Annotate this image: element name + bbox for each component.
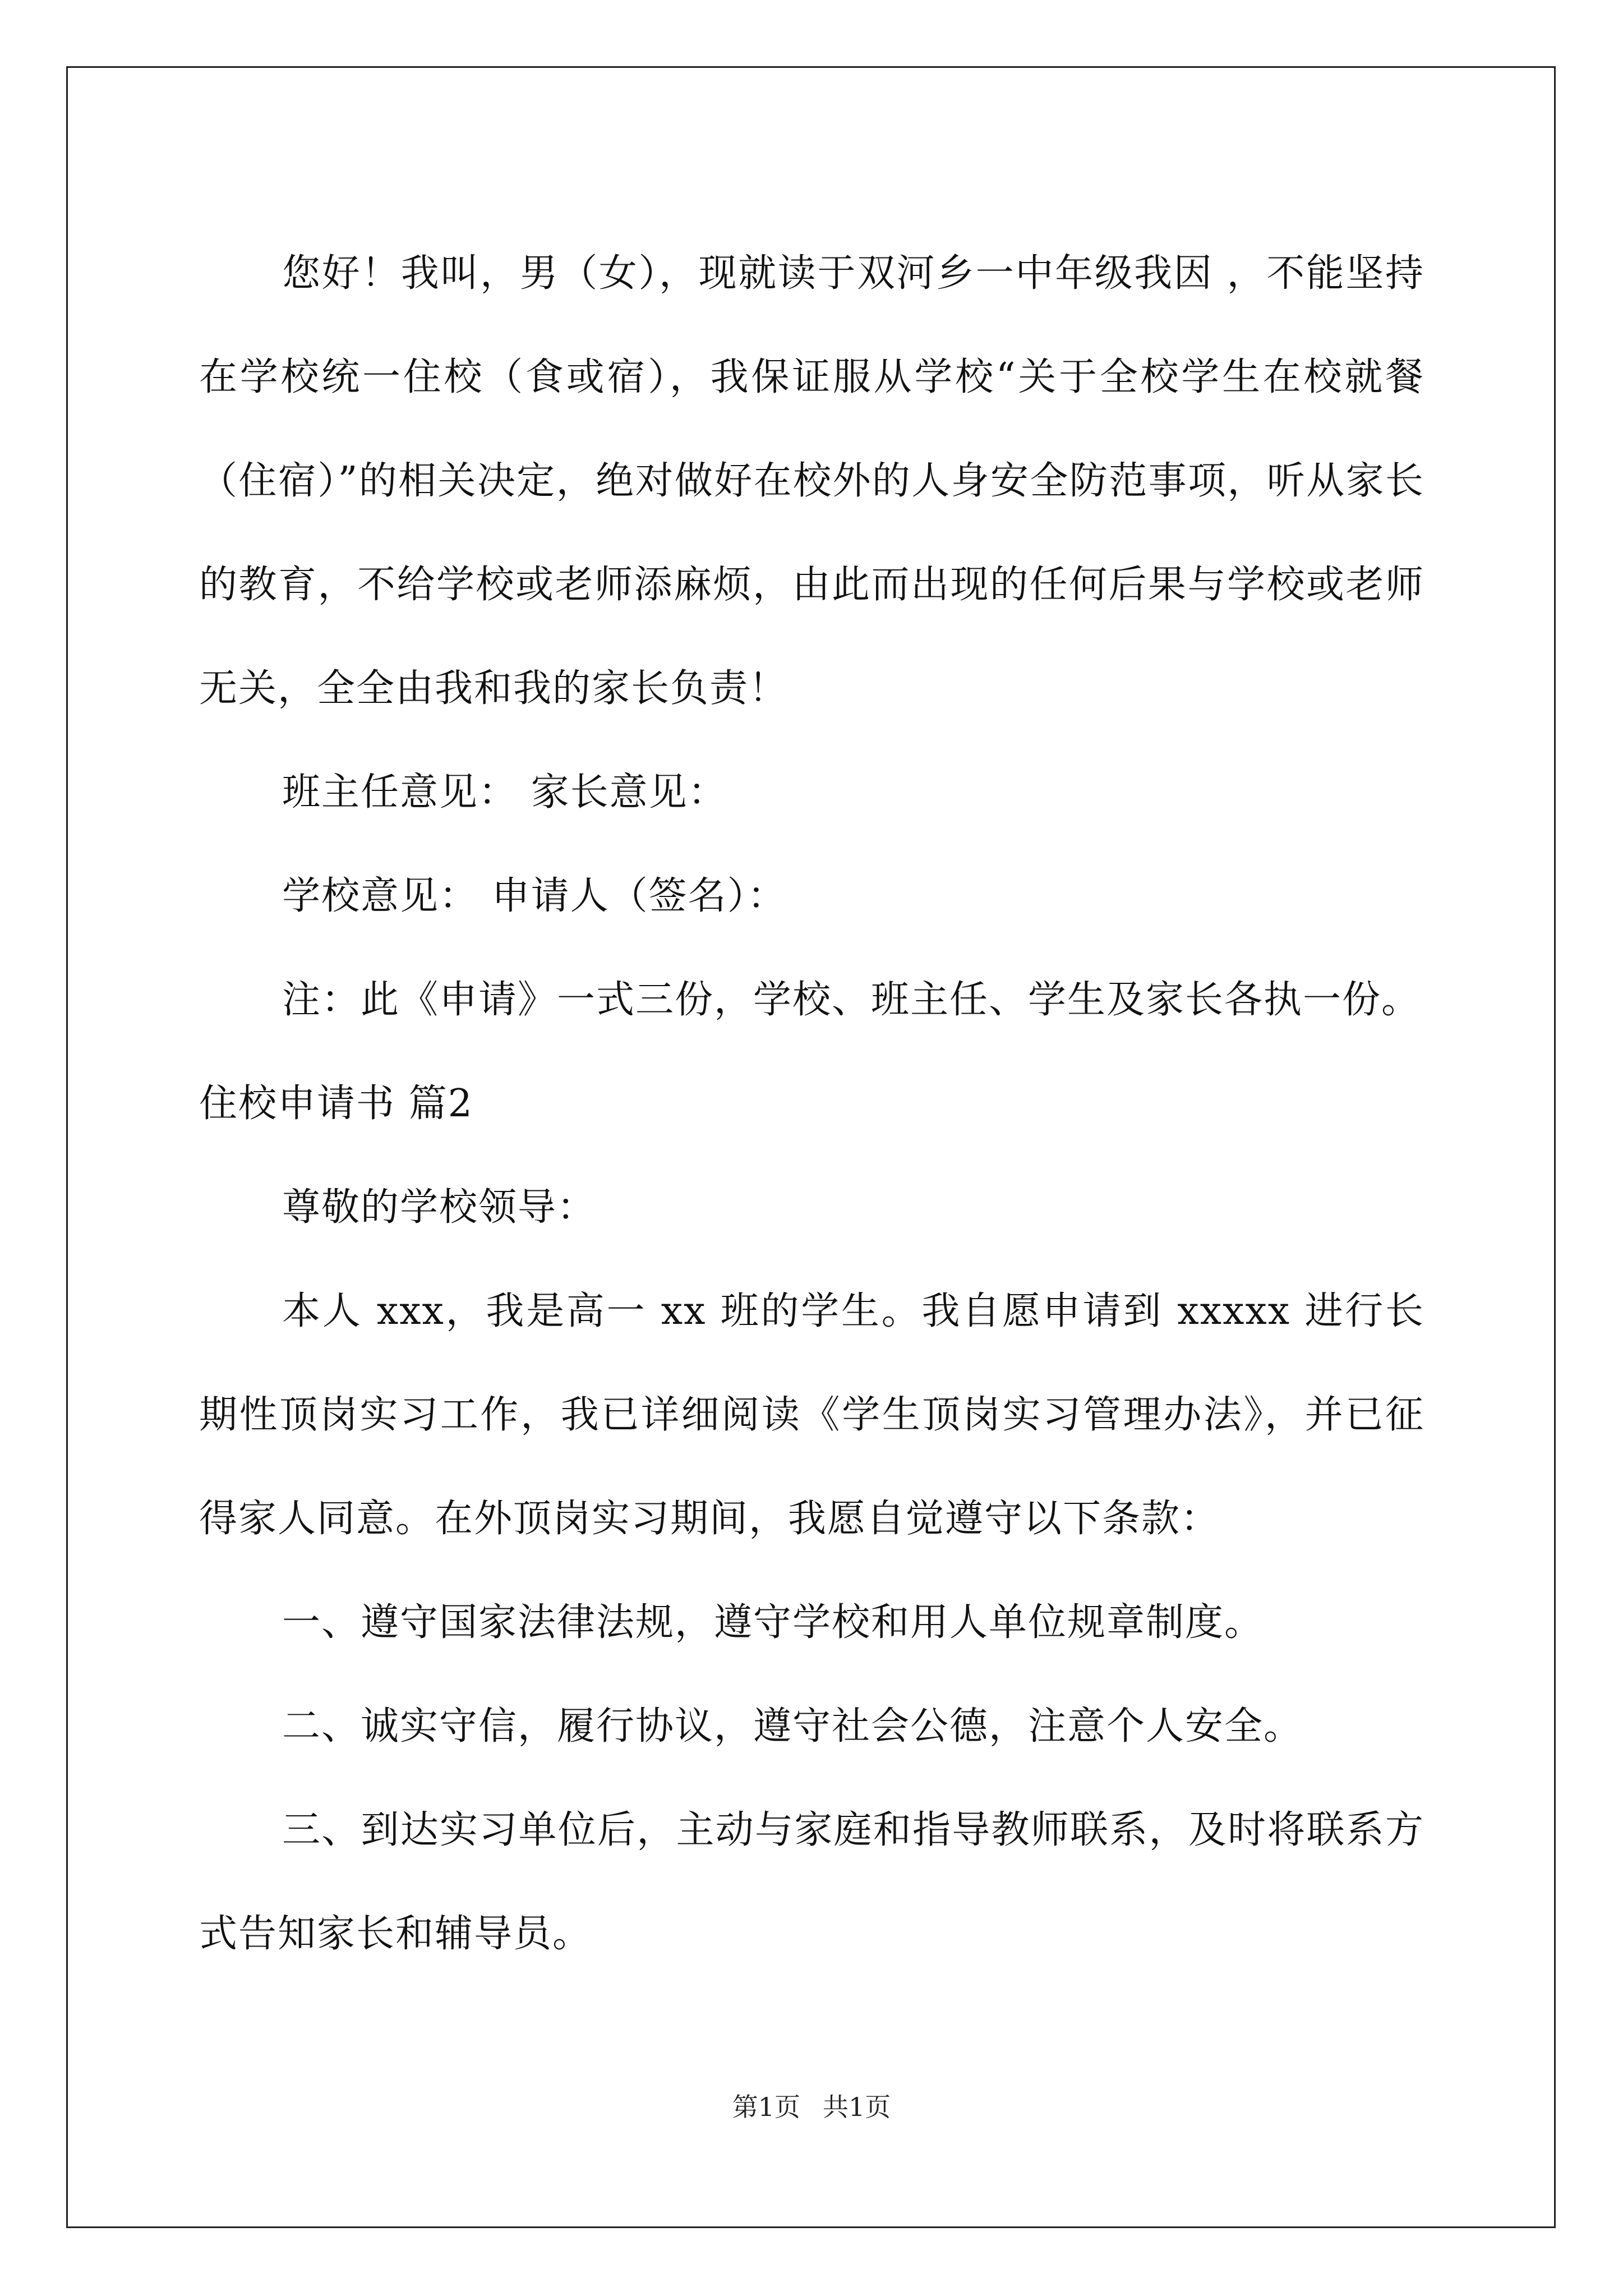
- paragraph-note: 注：此《申请》一式三份，学校、班主任、学生及家长各执一份。: [282, 978, 1421, 1022]
- section-heading: 住校申请书 篇2: [199, 1082, 473, 1126]
- paragraph-salutation: 尊敬的学校领导：: [282, 1185, 597, 1230]
- paragraph-teacher-parent-opinion: 班主任意见： 家长意见：: [282, 770, 727, 815]
- page-number-total: 共1页: [823, 2092, 891, 2122]
- paragraph-intro: 本人 xxx，我是高一 xx 班的学生。我自愿申请到 xxxxx 进行长期性顶岗实习工作，我已详细阅读《学生顶岗实习管理办法》，并已征得家人同意。在外顶岗实习期间，我愿自觉遵守以下条款：: [199, 1289, 1424, 1541]
- paragraph-statement: 您好！我叫，男（女），现就读于双河乡一中年级我因 ，不能坚持在学校统一住校（食或宿），我保证服从学校“关于全校学生在校就餐（住宿）”的相关决定，绝对做好在校外的人身安全防范事项，听从家长的教育，不给学校或老师添麻烦，由此而出现的任何后果与学校或老师无关，全全由我和我的家长负责！: [199, 251, 1424, 711]
- page-number-current: 第1页: [732, 2092, 800, 2122]
- paragraph-clause-3: 三、到达实习单位后，主动与家庭和指导教师联系，及时将联系方式告知家长和辅导员。: [199, 1808, 1424, 1956]
- page-footer: [0, 2087, 1623, 2124]
- paragraph-clause-1: 一、遵守国家法律法规，遵守学校和用人单位规章制度。: [282, 1600, 1264, 1645]
- document-body: [199, 222, 1424, 1986]
- paragraph-clause-2: 二、诚实守信，履行协议，遵守社会公德，注意个人安全。: [282, 1704, 1303, 1749]
- paragraph-school-applicant: 学校意见： 申请人（签名）：: [282, 874, 787, 918]
